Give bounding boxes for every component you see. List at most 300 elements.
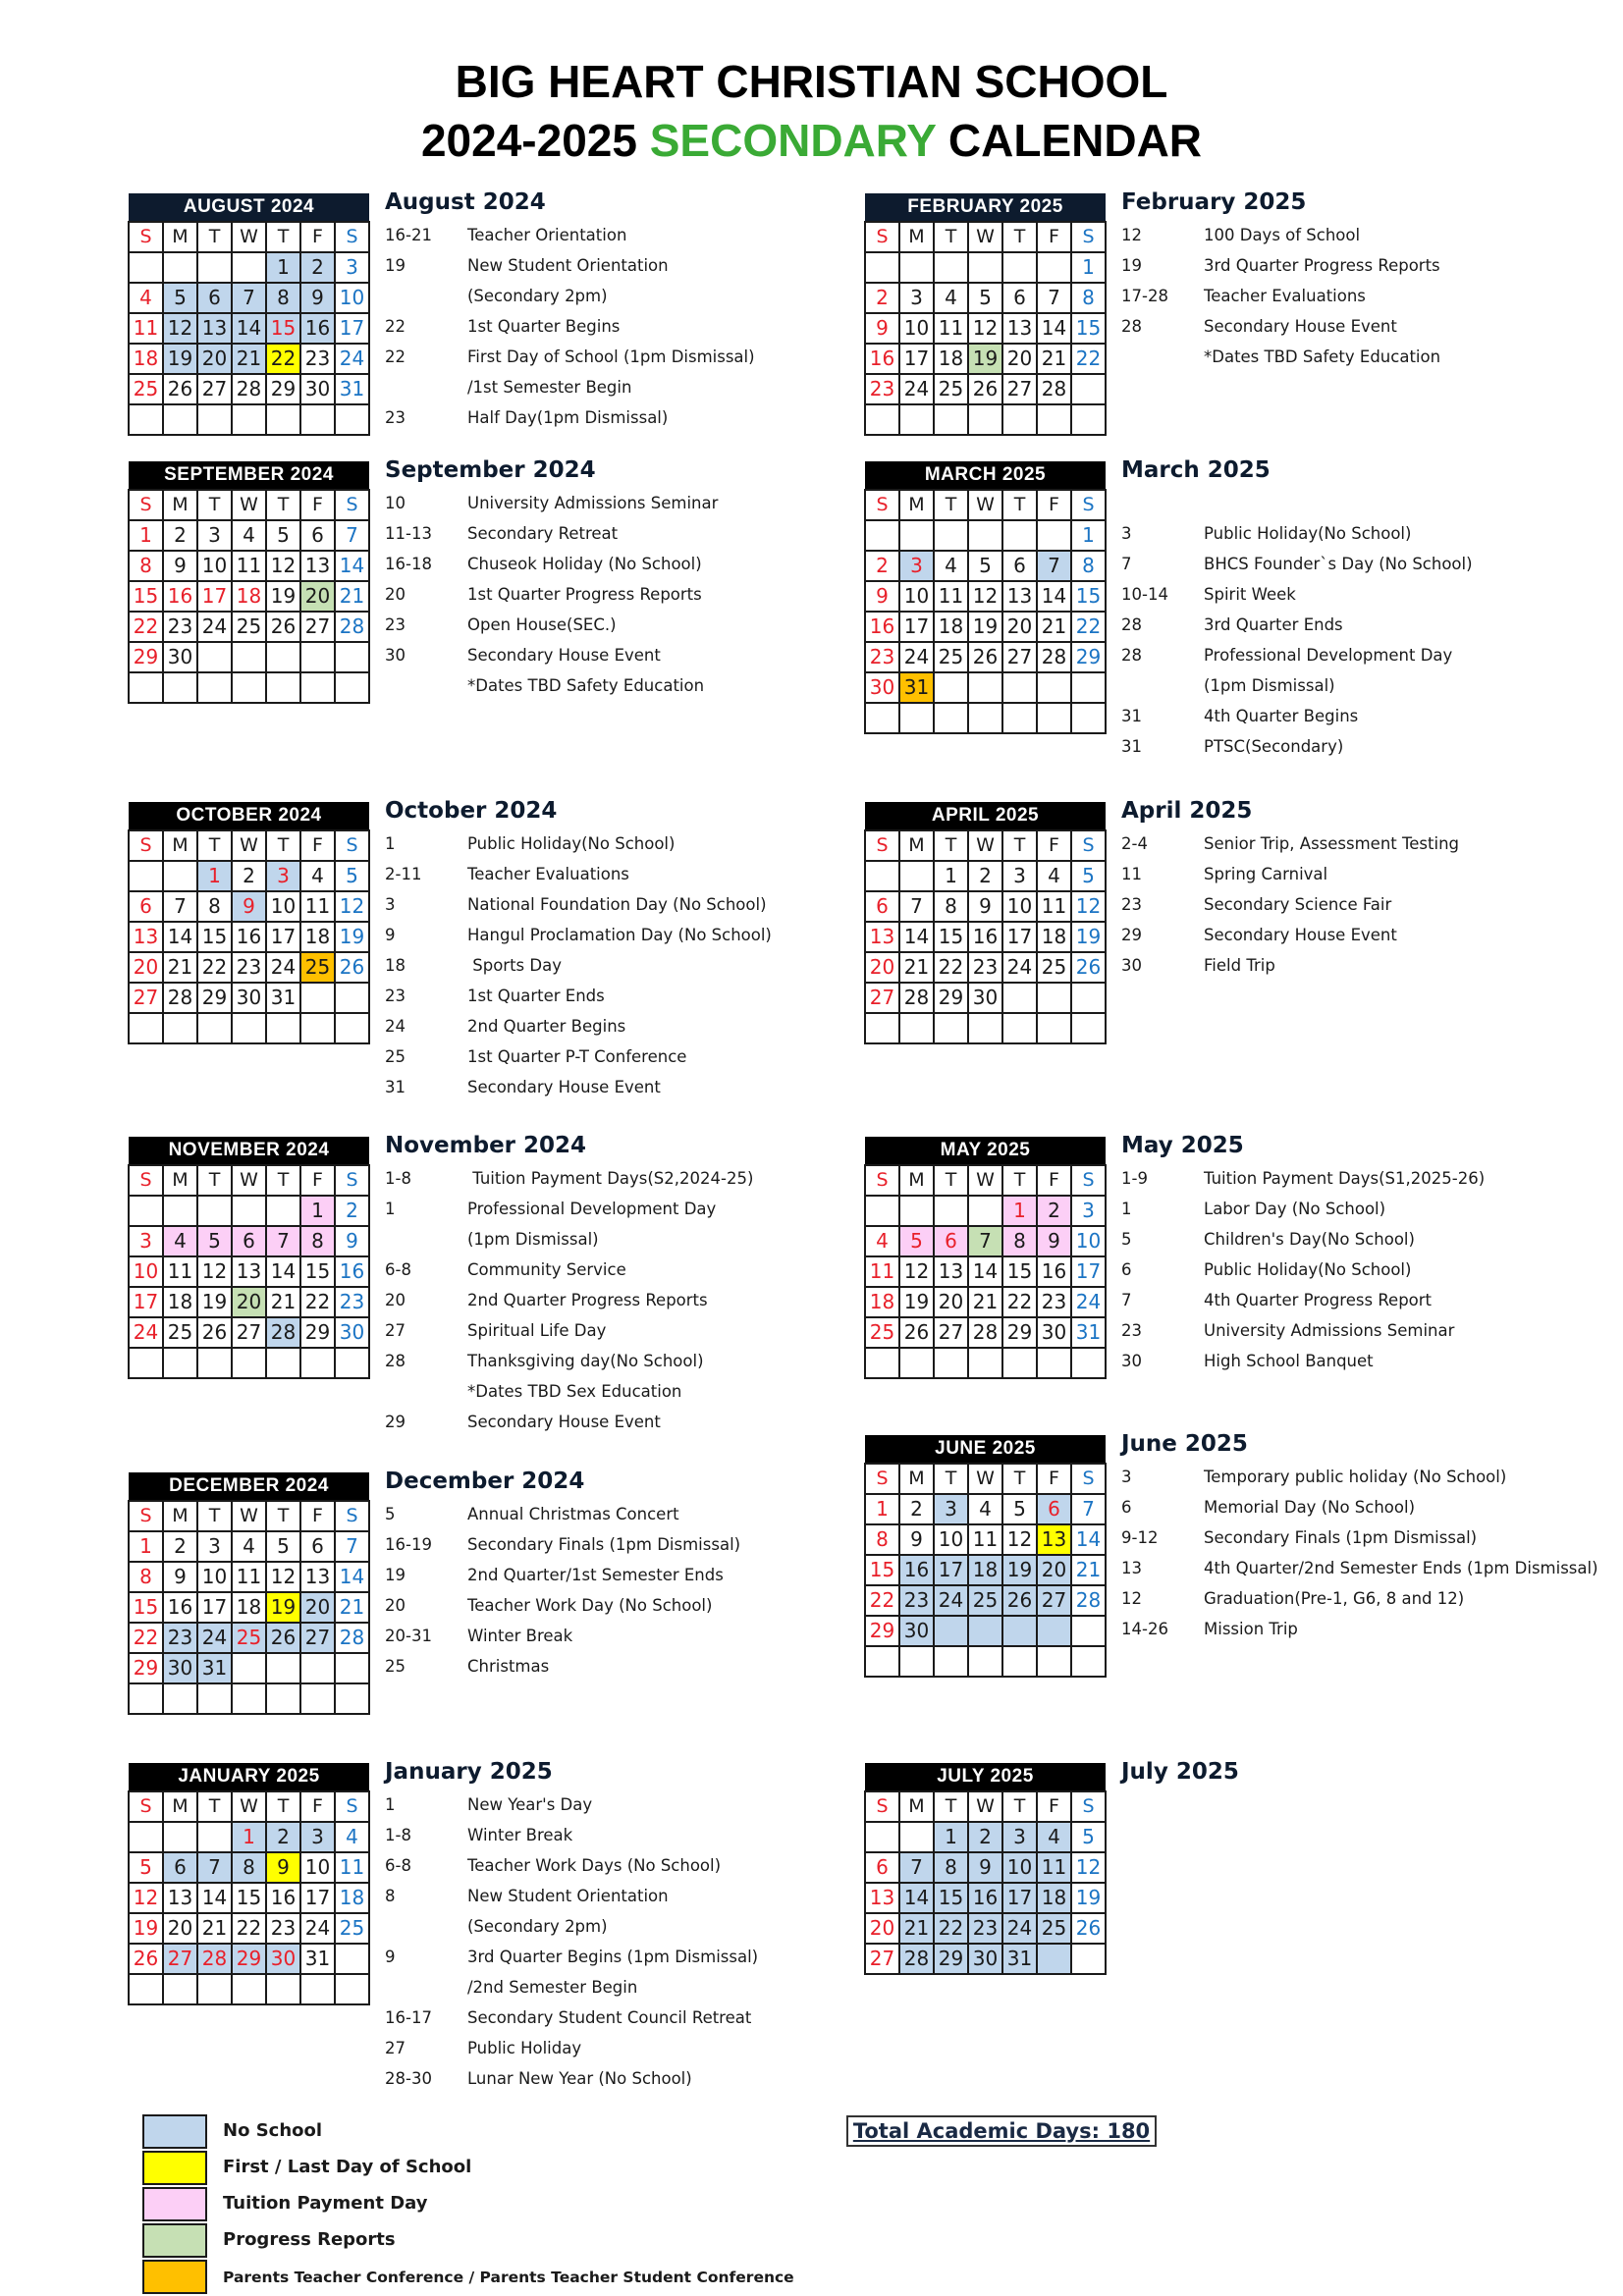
empty-cell xyxy=(1037,1944,1071,1974)
event-date: 12 xyxy=(1121,1589,1142,1608)
event-row xyxy=(385,1657,549,1676)
empty-cell xyxy=(335,1013,369,1043)
weekday-label: T xyxy=(1002,1165,1037,1196)
event-row xyxy=(1121,1321,1454,1340)
event-row xyxy=(1121,555,1473,573)
calendar-feb xyxy=(864,193,1107,436)
day-cell: 30 xyxy=(163,1653,197,1683)
calendar-jan xyxy=(128,1763,370,2005)
empty-cell xyxy=(865,252,899,283)
day-cell: 21 xyxy=(266,1287,300,1317)
day-cell: 25 xyxy=(1037,952,1071,983)
day-cell: 4 xyxy=(934,551,968,581)
event-text: Open House(SEC.) xyxy=(467,615,617,634)
empty-cell xyxy=(968,672,1002,703)
day-cell: 29 xyxy=(1002,1317,1037,1348)
event-date: 19 xyxy=(1121,256,1142,275)
day-cell: 7 xyxy=(1037,551,1071,581)
month-title: May 2025 xyxy=(1121,1133,1244,1158)
calendar-sep xyxy=(128,461,370,704)
weekday-label: F xyxy=(1037,1464,1071,1494)
day-cell: 2 xyxy=(968,1822,1002,1852)
weekday-label: T xyxy=(934,830,968,861)
day-cell: 1 xyxy=(934,1822,968,1852)
day-cell: 28 xyxy=(1037,642,1071,672)
day-cell: 5 xyxy=(968,283,1002,313)
empty-cell xyxy=(865,703,899,733)
day-cell: 3 xyxy=(1071,1196,1106,1226)
day-cell: 21 xyxy=(899,1913,934,1944)
weekday-label: T xyxy=(1002,490,1037,520)
day-cell: 5 xyxy=(163,283,197,313)
day-cell: 4 xyxy=(968,1494,1002,1524)
day-cell: 5 xyxy=(968,551,1002,581)
empty-cell xyxy=(899,1348,934,1378)
day-cell: 19 xyxy=(968,612,1002,642)
day-cell: 11 xyxy=(232,1562,266,1592)
empty-cell xyxy=(968,1013,1002,1043)
day-cell: 18 xyxy=(968,1555,1002,1585)
day-cell: 10 xyxy=(197,1562,232,1592)
month-title: April 2025 xyxy=(1121,798,1253,824)
empty-cell xyxy=(335,1348,369,1378)
event-text: *Dates TBD Safety Education xyxy=(1204,347,1441,366)
event-text: (1pm Dismissal) xyxy=(467,1230,599,1249)
day-cell: 19 xyxy=(197,1287,232,1317)
event-row xyxy=(1121,615,1343,634)
empty-cell xyxy=(129,1348,163,1378)
title-line-1: BIG HEART CHRISTIAN SCHOOL xyxy=(455,56,1168,107)
event-date: 3 xyxy=(1121,1468,1132,1486)
day-cell: 19 xyxy=(266,581,300,612)
event-date: 6 xyxy=(1121,1260,1132,1279)
event-row xyxy=(1121,1230,1415,1249)
event-text: Half Day(1pm Dismissal) xyxy=(467,408,669,427)
empty-cell xyxy=(129,1683,163,1714)
event-date: 27 xyxy=(385,2039,406,2057)
weekday-label: S xyxy=(1071,222,1106,252)
day-cell: 22 xyxy=(197,952,232,983)
day-cell: 15 xyxy=(1071,581,1106,612)
day-cell: 15 xyxy=(934,922,968,952)
day-cell: 11 xyxy=(129,313,163,344)
day-cell: 29 xyxy=(129,642,163,672)
day-cell: 30 xyxy=(968,1944,1002,1974)
calendar-header: JUNE 2025 xyxy=(865,1435,1106,1464)
day-cell: 26 xyxy=(1071,1913,1106,1944)
event-row xyxy=(1121,494,1204,512)
event-row xyxy=(1121,1559,1598,1577)
weekday-label: M xyxy=(163,1165,197,1196)
empty-cell xyxy=(197,1013,232,1043)
empty-cell xyxy=(865,1013,899,1043)
event-date: 7 xyxy=(1121,555,1132,573)
day-cell: 24 xyxy=(1002,1913,1037,1944)
event-row xyxy=(385,1382,681,1401)
event-text: Winter Break xyxy=(467,1826,573,1844)
day-cell: 8 xyxy=(197,891,232,922)
day-cell: 16 xyxy=(968,1883,1002,1913)
day-cell: 10 xyxy=(899,313,934,344)
day-cell: 27 xyxy=(1002,374,1037,404)
event-text: Public Holiday(No School) xyxy=(1204,524,1412,543)
day-cell: 21 xyxy=(1071,1555,1106,1585)
event-date: 27 xyxy=(385,1321,406,1340)
event-row xyxy=(1121,1200,1385,1218)
empty-cell xyxy=(129,252,163,283)
day-cell: 13 xyxy=(934,1256,968,1287)
event-text: Secondary Science Fair xyxy=(1204,895,1392,914)
event-text: Secondary Finals (1pm Dismissal) xyxy=(467,1535,741,1554)
event-date: 1-8 xyxy=(385,1169,411,1188)
empty-cell xyxy=(899,1196,934,1226)
day-cell: 24 xyxy=(266,952,300,983)
event-date: 13 xyxy=(1121,1559,1142,1577)
empty-cell xyxy=(300,404,335,435)
empty-cell xyxy=(1002,252,1037,283)
empty-cell xyxy=(163,252,197,283)
empty-cell xyxy=(232,404,266,435)
day-cell: 9 xyxy=(968,1852,1002,1883)
day-cell: 29 xyxy=(266,374,300,404)
empty-cell xyxy=(1037,404,1071,435)
weekday-label: W xyxy=(968,1464,1002,1494)
day-cell: 14 xyxy=(335,551,369,581)
day-cell: 13 xyxy=(232,1256,266,1287)
day-cell: 5 xyxy=(266,520,300,551)
day-cell: 11 xyxy=(865,1256,899,1287)
month-title: July 2025 xyxy=(1121,1759,1239,1785)
day-cell: 2 xyxy=(1037,1196,1071,1226)
empty-cell xyxy=(232,1683,266,1714)
event-text: University Admissions Seminar xyxy=(1204,1321,1455,1340)
event-text: Temporary public holiday (No School) xyxy=(1204,1468,1507,1486)
day-cell: 11 xyxy=(163,1256,197,1287)
weekday-label: T xyxy=(197,490,232,520)
day-cell: 30 xyxy=(865,672,899,703)
event-text: Tuition Payment Days(S1,2025-26) xyxy=(1204,1169,1486,1188)
day-cell: 7 xyxy=(968,1226,1002,1256)
day-cell: 20 xyxy=(1037,1555,1071,1585)
day-cell: 27 xyxy=(163,1944,197,1974)
day-cell: 20 xyxy=(1002,612,1037,642)
day-cell: 13 xyxy=(163,1883,197,1913)
event-date: 25 xyxy=(385,1047,406,1066)
event-row xyxy=(1121,1352,1374,1370)
event-date: 6 xyxy=(1121,1498,1132,1517)
day-cell: 10 xyxy=(129,1256,163,1287)
day-cell: 28 xyxy=(1037,374,1071,404)
calendar-header: DECEMBER 2024 xyxy=(129,1472,369,1501)
title-years: 2024-2025 xyxy=(420,115,637,166)
day-cell: 16 xyxy=(1037,1256,1071,1287)
event-text: 4th Quarter Progress Report xyxy=(1204,1291,1433,1309)
calendar-header: NOVEMBER 2024 xyxy=(129,1137,369,1165)
day-cell: 15 xyxy=(300,1256,335,1287)
day-cell: 10 xyxy=(899,581,934,612)
weekday-label: S xyxy=(129,490,163,520)
day-cell: 15 xyxy=(865,1555,899,1585)
weekday-label: W xyxy=(232,1791,266,1822)
day-cell: 24 xyxy=(335,344,369,374)
event-text: BHCS Founder`s Day (No School) xyxy=(1204,555,1473,573)
month-jun xyxy=(864,1431,1623,1710)
event-row xyxy=(1121,1468,1506,1486)
day-cell: 22 xyxy=(129,612,163,642)
event-text: Secondary House Event xyxy=(467,1078,661,1096)
day-cell: 19 xyxy=(266,1592,300,1623)
day-cell: 19 xyxy=(129,1913,163,1944)
day-cell: 26 xyxy=(899,1317,934,1348)
day-cell: 16 xyxy=(232,922,266,952)
day-cell: 25 xyxy=(1037,1913,1071,1944)
event-text: /2nd Semester Begin xyxy=(467,1978,638,1997)
day-cell: 1 xyxy=(1071,520,1106,551)
day-cell: 13 xyxy=(1002,313,1037,344)
empty-cell xyxy=(129,672,163,703)
day-cell: 6 xyxy=(300,1531,335,1562)
event-row xyxy=(385,1230,599,1249)
day-cell: 31 xyxy=(1002,1944,1037,1974)
empty-cell xyxy=(300,983,335,1013)
day-cell: 2 xyxy=(865,283,899,313)
event-row xyxy=(1121,1291,1432,1309)
day-cell: 9 xyxy=(300,283,335,313)
event-date: 31 xyxy=(1121,737,1142,756)
day-cell: 27 xyxy=(300,1623,335,1653)
weekday-label: T xyxy=(197,1791,232,1822)
day-cell: 14 xyxy=(335,1562,369,1592)
event-row xyxy=(385,555,702,573)
day-cell: 22 xyxy=(934,1913,968,1944)
weekday-label: S xyxy=(865,1464,899,1494)
weekday-label: W xyxy=(232,490,266,520)
day-cell: 23 xyxy=(335,1287,369,1317)
empty-cell xyxy=(163,404,197,435)
day-cell: 23 xyxy=(300,344,335,374)
day-cell: 19 xyxy=(968,344,1002,374)
event-text: Secondary House Event xyxy=(467,1413,661,1431)
empty-cell xyxy=(899,1822,934,1852)
event-row xyxy=(385,1826,572,1844)
day-cell: 28 xyxy=(1071,1585,1106,1616)
day-cell: 8 xyxy=(1002,1226,1037,1256)
day-cell: 29 xyxy=(1071,642,1106,672)
day-cell: 8 xyxy=(1071,283,1106,313)
legend-label: First / Last Day of School xyxy=(223,2157,472,2177)
day-cell: 14 xyxy=(1037,313,1071,344)
day-cell: 20 xyxy=(1002,344,1037,374)
empty-cell xyxy=(1002,520,1037,551)
event-row xyxy=(385,676,704,695)
event-text: Secondary House Event xyxy=(1204,926,1397,944)
weekday-label: T xyxy=(266,830,300,861)
day-cell: 9 xyxy=(335,1226,369,1256)
empty-cell xyxy=(865,404,899,435)
day-cell: 17 xyxy=(300,1883,335,1913)
day-cell: 13 xyxy=(129,922,163,952)
weekday-label: S xyxy=(1071,1165,1106,1196)
empty-cell xyxy=(934,1646,968,1677)
event-text: Graduation(Pre-1, G6, 8 and 12) xyxy=(1204,1589,1465,1608)
empty-cell xyxy=(232,1196,266,1226)
day-cell: 30 xyxy=(232,983,266,1013)
event-date: 19 xyxy=(385,256,406,275)
empty-cell xyxy=(163,1683,197,1714)
weekday-label: S xyxy=(335,490,369,520)
empty-cell xyxy=(968,1646,1002,1677)
day-cell: 10 xyxy=(335,283,369,313)
day-cell: 8 xyxy=(129,1562,163,1592)
legend-label: No School xyxy=(223,2120,323,2141)
day-cell: 7 xyxy=(899,1852,934,1883)
event-text: Tuition Payment Days(S2,2024-25) xyxy=(467,1169,754,1188)
weekday-label: W xyxy=(968,222,1002,252)
weekday-label: W xyxy=(232,222,266,252)
empty-cell xyxy=(934,1196,968,1226)
day-cell: 5 xyxy=(197,1226,232,1256)
day-cell: 13 xyxy=(865,1883,899,1913)
day-cell: 21 xyxy=(968,1287,1002,1317)
day-cell: 12 xyxy=(266,1562,300,1592)
empty-cell xyxy=(232,672,266,703)
day-cell: 12 xyxy=(1002,1524,1037,1555)
event-text: Winter Break xyxy=(467,1627,573,1645)
empty-cell xyxy=(163,1974,197,2004)
day-cell: 10 xyxy=(266,891,300,922)
weekday-label: M xyxy=(899,490,934,520)
event-text: 4th Quarter Begins xyxy=(1204,707,1359,725)
event-row xyxy=(385,895,767,914)
day-cell: 3 xyxy=(266,861,300,891)
day-cell: 25 xyxy=(232,612,266,642)
empty-cell xyxy=(1071,1944,1106,1974)
event-text: Secondary House Event xyxy=(467,646,661,665)
empty-cell xyxy=(1071,374,1106,404)
day-cell: 6 xyxy=(1002,283,1037,313)
day-cell: 11 xyxy=(934,581,968,612)
day-cell: 6 xyxy=(1002,551,1037,581)
event-row xyxy=(385,1505,679,1523)
event-text: Spirit Week xyxy=(1204,585,1296,604)
empty-cell xyxy=(266,642,300,672)
calendar-jul xyxy=(864,1763,1107,1975)
day-cell: 28 xyxy=(968,1317,1002,1348)
event-date: 20 xyxy=(385,1596,406,1615)
weekday-label: S xyxy=(335,1791,369,1822)
day-cell: 12 xyxy=(899,1256,934,1287)
legend-swatch xyxy=(142,2187,207,2221)
weekday-label: S xyxy=(129,222,163,252)
day-cell: 30 xyxy=(300,374,335,404)
weekday-label: T xyxy=(266,490,300,520)
day-cell: 25 xyxy=(163,1317,197,1348)
calendar-jun xyxy=(864,1435,1107,1678)
day-cell: 6 xyxy=(300,520,335,551)
day-cell: 16 xyxy=(163,581,197,612)
day-cell: 3 xyxy=(934,1494,968,1524)
event-text: National Foundation Day (No School) xyxy=(467,895,767,914)
empty-cell xyxy=(197,672,232,703)
day-cell: 15 xyxy=(266,313,300,344)
event-row xyxy=(385,1291,708,1309)
weekday-label: S xyxy=(865,1791,899,1822)
empty-cell xyxy=(1037,1616,1071,1646)
day-cell: 12 xyxy=(1071,1852,1106,1883)
day-cell: 19 xyxy=(163,344,197,374)
day-cell: 26 xyxy=(266,1623,300,1653)
day-cell: 3 xyxy=(899,551,934,581)
event-date: 11 xyxy=(1121,865,1142,883)
weekday-label: S xyxy=(1071,1791,1106,1822)
empty-cell xyxy=(1071,404,1106,435)
empty-cell xyxy=(1071,672,1106,703)
weekday-label: F xyxy=(300,490,335,520)
empty-cell xyxy=(197,642,232,672)
day-cell: 29 xyxy=(197,983,232,1013)
event-row xyxy=(1121,926,1397,944)
event-row xyxy=(385,408,668,427)
empty-cell xyxy=(266,1013,300,1043)
event-text: Senior Trip, Assessment Testing xyxy=(1204,834,1460,853)
event-row xyxy=(385,1352,704,1370)
day-cell: 13 xyxy=(300,551,335,581)
event-date: 3 xyxy=(385,895,396,914)
event-date: 28 xyxy=(1121,615,1142,634)
empty-cell xyxy=(899,404,934,435)
empty-cell xyxy=(197,1196,232,1226)
event-text: 1st Quarter Progress Reports xyxy=(467,585,702,604)
day-cell: 11 xyxy=(1037,1852,1071,1883)
calendar-header: OCTOBER 2024 xyxy=(129,802,369,830)
event-row xyxy=(385,378,631,397)
day-cell: 23 xyxy=(163,612,197,642)
day-cell: 14 xyxy=(899,922,934,952)
day-cell: 24 xyxy=(934,1585,968,1616)
day-cell: 10 xyxy=(934,1524,968,1555)
day-cell: 21 xyxy=(1037,344,1071,374)
day-cell: 6 xyxy=(865,1852,899,1883)
empty-cell xyxy=(300,1653,335,1683)
day-cell: 16 xyxy=(899,1555,934,1585)
day-cell: 14 xyxy=(1037,581,1071,612)
event-row xyxy=(385,1856,721,1875)
empty-cell xyxy=(968,703,1002,733)
empty-cell xyxy=(266,1196,300,1226)
weekday-label: F xyxy=(300,1501,335,1531)
event-date: 23 xyxy=(385,408,406,427)
day-cell: 15 xyxy=(197,922,232,952)
empty-cell xyxy=(865,1348,899,1378)
event-text: *Dates TBD Safety Education xyxy=(467,676,705,695)
event-date: 10 xyxy=(385,494,406,512)
event-text: University Admissions Seminar xyxy=(467,494,719,512)
legend-swatch xyxy=(142,2223,207,2258)
day-cell: 7 xyxy=(335,520,369,551)
day-cell: 13 xyxy=(1002,581,1037,612)
event-date: 14-26 xyxy=(1121,1620,1168,1638)
day-cell: 16 xyxy=(968,922,1002,952)
weekday-label: M xyxy=(899,1165,934,1196)
event-text: (Secondary 2pm) xyxy=(467,1917,608,1936)
day-cell: 8 xyxy=(266,283,300,313)
event-text: Children's Day(No School) xyxy=(1204,1230,1415,1249)
event-text: /1st Semester Begin xyxy=(467,378,632,397)
event-text: Teacher Work Days (No School) xyxy=(467,1856,722,1875)
empty-cell xyxy=(1037,983,1071,1013)
empty-cell xyxy=(266,672,300,703)
day-cell: 18 xyxy=(1037,922,1071,952)
